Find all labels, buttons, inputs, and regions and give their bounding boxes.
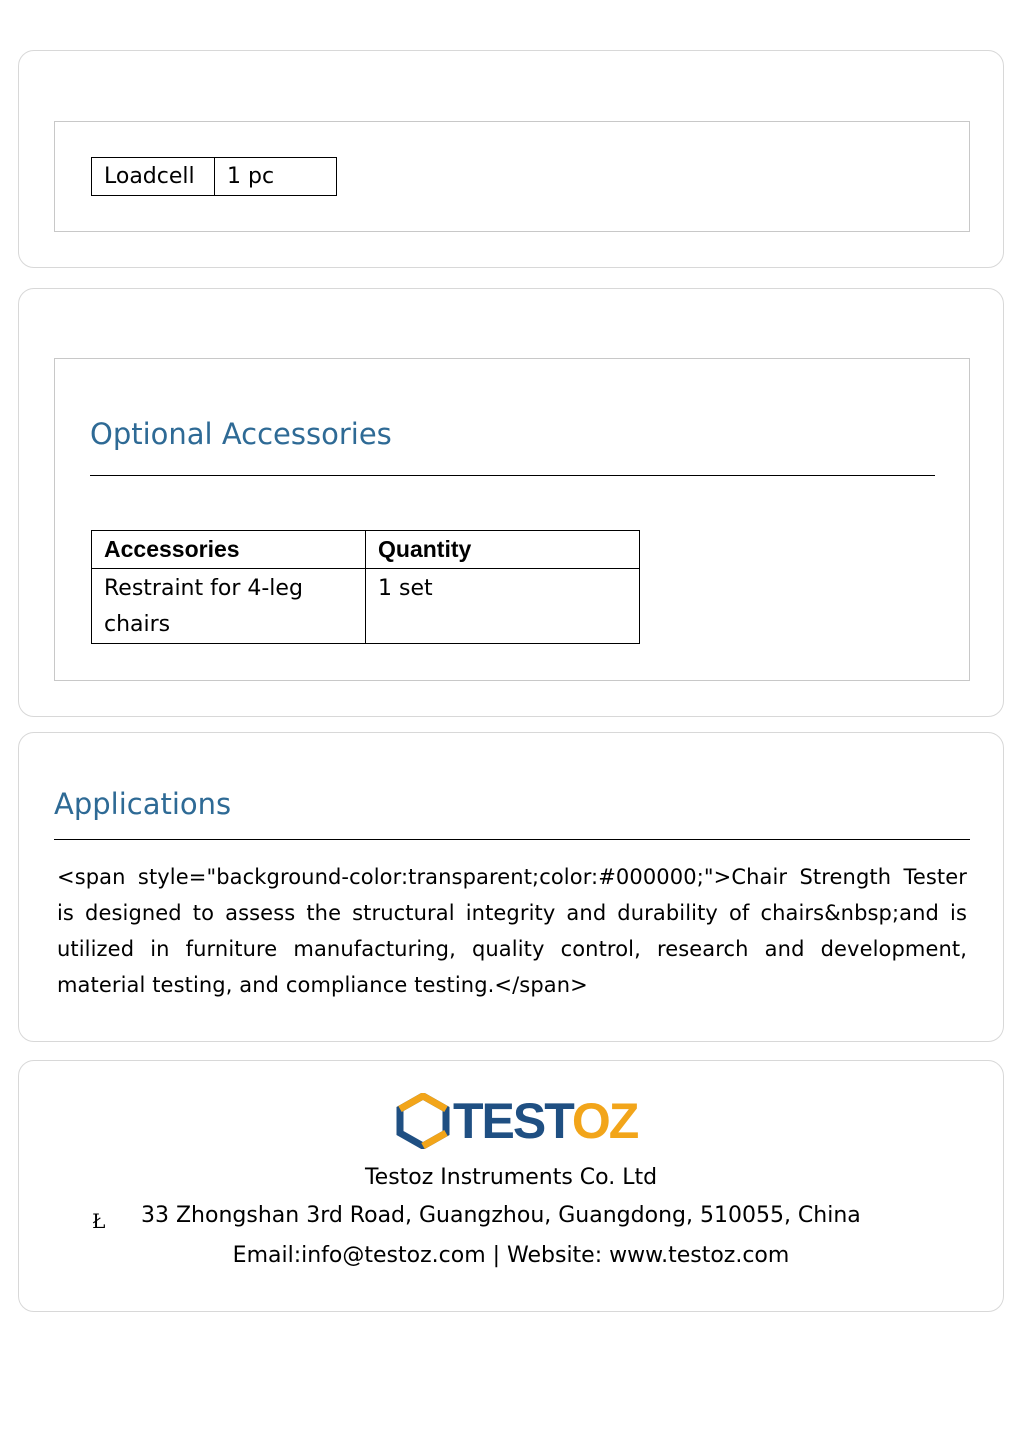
address-icon: Ł [92, 1209, 106, 1233]
logo-mark-icon [395, 1093, 451, 1149]
company-address: 33 Zhongshan 3rd Road, Guangzhou, Guangdong, 510055, China [141, 1203, 861, 1228]
applications-description: <span style="background-color:transparent;color:#000000;">Chair Strength Tester is designed to assess the structural integrity and durability of chairs&nbsp;and is utilized in furniture manufacturing, quality control, research and development, material testing, and compliance testing.</span> [57, 865, 967, 997]
logo-part-oz: OZ [571, 1093, 638, 1149]
table-cell-item: Restraint for 4-leg chairs [92, 569, 366, 644]
applications-card [18, 732, 1004, 1042]
footer-card [18, 1060, 1004, 1312]
column-header-quantity: Quantity [366, 531, 640, 569]
company-name: Testoz Instruments Co. Ltd [364, 1165, 658, 1190]
table-row [92, 569, 640, 644]
optional-accessories-table [91, 530, 640, 644]
company-contact: Email:info@testoz.com | Website: www.testoz.com [232, 1243, 790, 1268]
table-header-row [92, 531, 640, 569]
testoz-logo [395, 1091, 638, 1151]
table-cell-qty: 1 pc [215, 158, 337, 196]
standard-config-table [91, 157, 337, 196]
standard-config-card [18, 50, 1004, 268]
section-title-applications: Applications [54, 787, 232, 821]
section-divider [90, 475, 935, 476]
section-divider [54, 839, 970, 840]
section-title-optional-accessories: Optional Accessories [90, 417, 392, 451]
logo-part-test: TEST [453, 1093, 572, 1149]
column-header-accessories: Accessories [92, 531, 366, 569]
table-cell-qty: 1 set [366, 569, 640, 644]
logo-wordmark [453, 1091, 637, 1151]
table-row [92, 158, 337, 196]
optional-accessories-card [18, 288, 1004, 717]
optional-accessories-panel [54, 358, 970, 681]
standard-config-panel [54, 121, 970, 232]
table-cell-item: Loadcell [92, 158, 215, 196]
